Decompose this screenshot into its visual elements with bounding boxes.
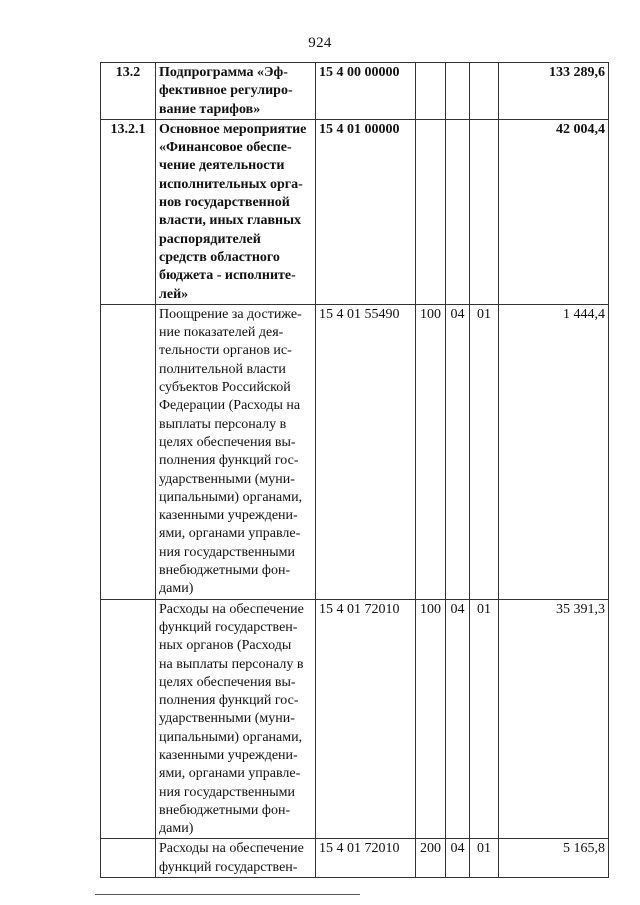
footer-rule	[95, 894, 360, 895]
description-line: ударственными (муни-	[159, 711, 295, 727]
expense-type-cell: 100	[416, 599, 446, 839]
description-line: ями, органами управле-	[159, 526, 301, 542]
amount-cell: 35 391,3	[499, 599, 609, 839]
description-line: ния государственными	[159, 784, 295, 800]
description-cell	[156, 839, 316, 878]
subsection-cell	[470, 63, 499, 120]
description-line: ципальными) органами,	[159, 729, 303, 745]
description-line: целях обеспечения вы-	[159, 674, 296, 690]
description-line: средств областного	[159, 249, 280, 265]
description-line: Расходы на обеспечение	[159, 601, 304, 617]
description-line: дами)	[159, 581, 194, 597]
description-line: чение деятельности	[159, 158, 285, 174]
description-line: лей»	[159, 286, 189, 302]
description-line: Основное мероприятие	[159, 121, 307, 137]
expense-type-cell	[416, 63, 446, 120]
description-line: внебюджетными фон-	[159, 563, 291, 579]
row-number-cell: 13.2.1	[101, 119, 156, 304]
description-line: ных органов (Расходы	[159, 638, 292, 654]
description-cell	[156, 599, 316, 839]
subsection-cell: 01	[470, 839, 499, 878]
description-line: функций государствен-	[159, 619, 298, 635]
subsection-cell	[470, 119, 499, 304]
target-code-cell: 15 4 00 00000	[316, 63, 416, 120]
budget-table	[100, 62, 609, 878]
table-row	[101, 839, 609, 878]
description-line: Поощрение за достиже-	[159, 306, 302, 322]
description-line: целях обеспечения вы-	[159, 434, 296, 450]
description-line: Расходы на обеспечение	[159, 841, 304, 857]
table-row	[101, 304, 609, 599]
row-number-cell	[101, 304, 156, 599]
budget-table-body	[101, 63, 609, 878]
description-line: выплаты персоналу в	[159, 416, 287, 432]
description-cell	[156, 304, 316, 599]
target-code-cell: 15 4 01 00000	[316, 119, 416, 304]
amount-cell: 1 444,4	[499, 304, 609, 599]
description-line: ния государственными	[159, 544, 295, 560]
description-line: казенными учреждени-	[159, 747, 298, 763]
amount-cell: 133 289,6	[499, 63, 609, 120]
subsection-cell: 01	[470, 304, 499, 599]
description-line: исполнительных орга-	[159, 176, 303, 192]
description-line: субъектов Российской	[159, 380, 291, 396]
row-number-cell	[101, 599, 156, 839]
description-line: полнения функций гос-	[159, 453, 299, 469]
description-cell	[156, 119, 316, 304]
description-cell	[156, 63, 316, 120]
table-row	[101, 119, 609, 304]
description-line: нов государственной	[159, 195, 290, 211]
expense-type-cell: 100	[416, 304, 446, 599]
page-number: 924	[308, 35, 332, 51]
description-line: функций государствен-	[159, 859, 298, 875]
target-code-cell: 15 4 01 72010	[316, 839, 416, 878]
description-line: ципальными) органами,	[159, 489, 303, 505]
description-line: полнительной власти	[159, 361, 286, 377]
description-line: ние показателей дея-	[159, 325, 284, 341]
expense-type-cell	[416, 119, 446, 304]
target-code-cell: 15 4 01 55490	[316, 304, 416, 599]
description-line: Подпрограмма «Эф-	[159, 65, 288, 80]
table-row	[101, 599, 609, 839]
amount-cell: 5 165,8	[499, 839, 609, 878]
description-line: «Финансовое обеспе-	[159, 140, 292, 156]
description-line: казенными учреждени-	[159, 508, 298, 524]
description-line: бюджета - исполните-	[159, 268, 296, 284]
description-line: вание тарифов»	[159, 101, 261, 117]
subsection-cell: 01	[470, 599, 499, 839]
section-cell: 04	[446, 839, 470, 878]
description-line: ударственными (муни-	[159, 471, 295, 487]
description-line: ями, органами управле-	[159, 766, 301, 782]
target-code-cell: 15 4 01 72010	[316, 599, 416, 839]
description-line: дами)	[159, 821, 194, 837]
description-line: тельности органов ис-	[159, 343, 292, 359]
section-cell: 04	[446, 599, 470, 839]
description-line: на выплаты персоналу в	[159, 656, 304, 672]
table-row	[101, 63, 609, 120]
description-line: распорядителей	[159, 231, 261, 247]
row-number-cell: 13.2	[101, 63, 156, 120]
amount-cell: 42 004,4	[499, 119, 609, 304]
description-line: Федерации (Расходы на	[159, 398, 301, 414]
section-cell	[446, 119, 470, 304]
description-line: внебюджетными фон-	[159, 802, 291, 818]
description-line: полнения функций гос-	[159, 693, 299, 709]
expense-type-cell: 200	[416, 839, 446, 878]
row-number-cell	[101, 839, 156, 878]
section-cell	[446, 63, 470, 120]
description-line: фективное регулиро-	[159, 83, 293, 99]
section-cell: 04	[446, 304, 470, 599]
description-line: власти, иных главных	[159, 213, 302, 229]
